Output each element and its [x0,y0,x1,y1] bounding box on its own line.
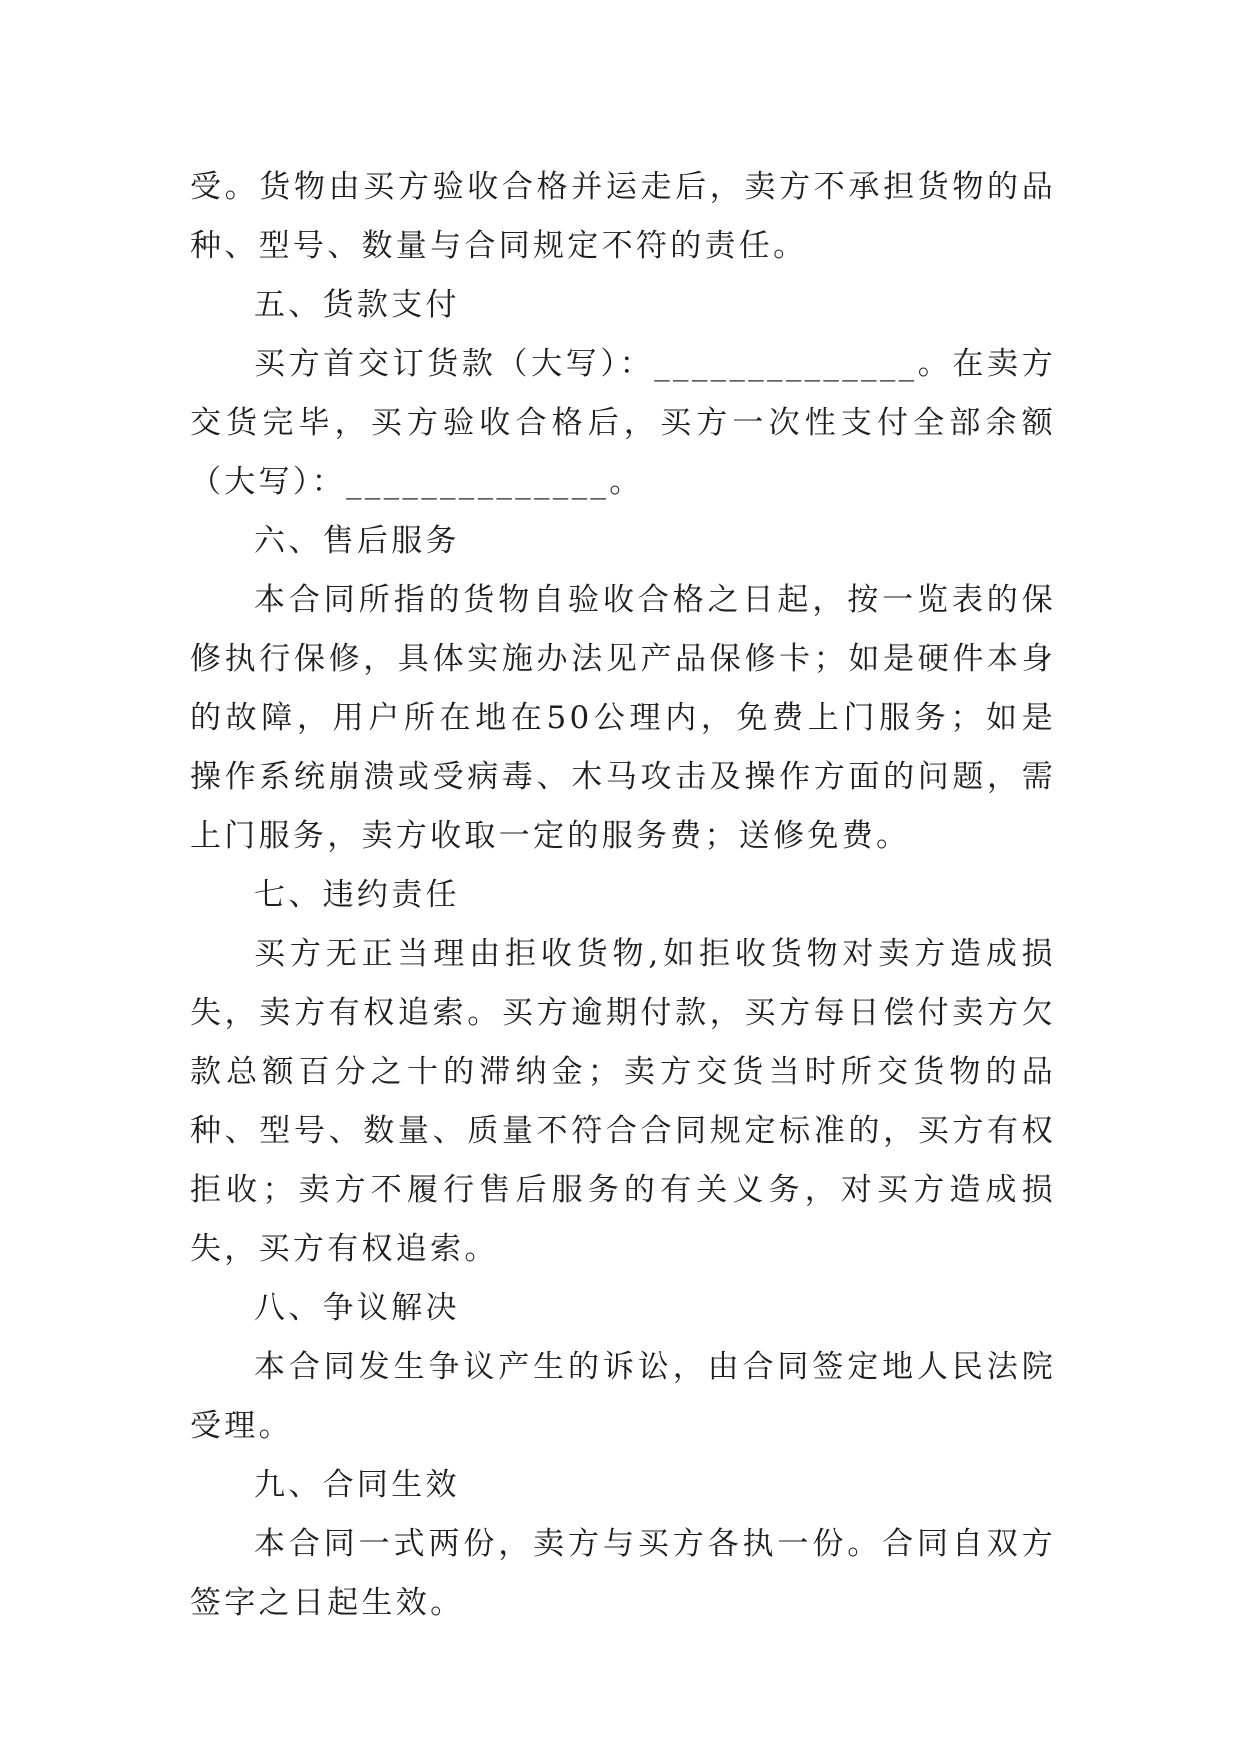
paragraph-dispute: 本合同发生争议产生的诉讼，由合同签定地人民法院受理。 [190,1349,1056,1444]
paragraph-after-sales: 本合同所指的货物自验收合格之日起，按一览表的保修执行保修，具体实施办法见产品保修卡；如是硬件本身的故障，用户所在地在50公理内，免费上门服务；如是操作系统崩溃或受病毒、木马攻击及操作方面的问题，需上门服务，卖方收取一定的服务费；送修免费。 [190,582,1056,854]
section-heading-dispute: 八、争议解决 [254,1290,460,1326]
paragraph-breach: 买方无正当理由拒收货物,如拒收货物对卖方造成损失，卖方有权追索。买方逾期付款，买方每日偿付卖方欠款总额百分之十的滞纳金；卖方交货当时所交货物的品种、型号、数量、质量不符合合同规定标准的，买方有权拒收；卖方不履行售后服务的有关义务，对买方造成损失，买方有权追索。 [190,936,1056,1267]
paragraph-effectiveness: 本合同一式两份，卖方与买方各执一份。合同自双方签字之日起生效。 [190,1526,1056,1621]
section-heading-effectiveness: 九、合同生效 [254,1467,460,1503]
contract-body [190,158,1056,1633]
section-heading-breach: 七、违约责任 [254,877,460,913]
section-heading-after-sales: 六、售后服务 [254,523,460,559]
section-heading-payment: 五、货款支付 [254,287,460,323]
paragraph-payment: 买方首交订货款（大写）：______________。在卖方交货完毕，买方验收合格后，买方一次性支付全部余额（大写）：______________。 [190,346,1056,500]
paragraph-acceptance-continued: 受。货物由买方验收合格并运走后，卖方不承担货物的品种、型号、数量与合同规定不符的责任。 [190,169,1056,264]
